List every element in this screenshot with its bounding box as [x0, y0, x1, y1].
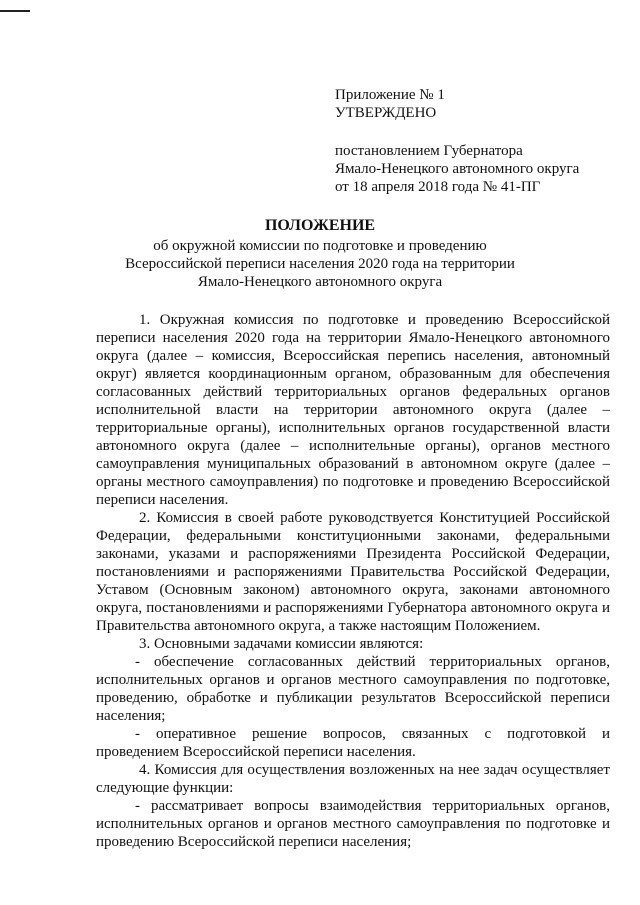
paragraph-2: 2. Комиссия в своей работе руководствуется Конституцией Российской Федерации, федеральными конституционными законами, федеральными законами, указами и распоряжениями Президента Российской Федерации, постановлениями и распоряжениями Правительства Российской Федерации, Уставом (Основным законом) автономного округа, законами автономного округа, постановлениями и распоряжениями Губернатора автономного округа и Правительства автономного округа, а также настоящим Положением.	[96, 510, 610, 634]
document-title: ПОЛОЖЕНИЕ	[264, 217, 376, 234]
document-title-block	[0, 217, 640, 291]
paragraph-4: 4. Комиссия для осуществления возложенных на нее задач осуществляет следующие функции:	[96, 762, 610, 796]
document-body	[96, 311, 610, 851]
paragraph-1: 1. Окружная комиссия по подготовке и проведению Всероссийской переписи населения 2020 года на территории Ямало-Ненецкого автономного округа (далее – комиссия, Всероссийская перепись населения, автономный округ) является координационным органом, образованным для обеспечения согласованных действий территориальных органов федеральных органов исполнительной власти на территории автономного округа (далее – территориальные органы), исполнительных органов государственной власти автономного округа (далее – исполнительные органы), органов местного самоуправления муниципальных образований в автономном округе (далее – органы местного самоуправления) по подготовке и проведению Всероссийской переписи населения.	[96, 312, 610, 508]
list-item: - оперативное решение вопросов, связанных с подготовкой и проведением Всероссийской переписи населения.	[96, 726, 610, 760]
document-subtitle: Всероссийской переписи населения 2020 года на территории	[125, 256, 515, 272]
appendix-label: Приложение № 1	[335, 87, 445, 103]
document-subtitle: Ямало-Ненецкого автономного округа	[197, 274, 443, 290]
decree-line: постановлением Губернатора	[335, 143, 523, 159]
list-item: - рассматривает вопросы взаимодействия территориальных органов, исполнительных органов и органов местного самоуправления по подготовке и проведению Всероссийской переписи населения;	[96, 798, 610, 850]
approval-header	[335, 86, 635, 196]
document-subtitle: об окружной комиссии по подготовке и проведению	[153, 238, 487, 254]
paragraph-3: 3. Основными задачами комиссии являются:	[139, 636, 424, 652]
list-item: - обеспечение согласованных действий территориальных органов, исполнительных органов и органов местного самоуправления по подготовке, проведению, обработке и публикации результатов Всероссийской переписи населения;	[96, 654, 610, 724]
scan-edge-mark	[0, 10, 30, 12]
decree-line: Ямало-Ненецкого автономного округа	[335, 161, 580, 177]
decree-line: от 18 апреля 2018 года № 41-ПГ	[335, 179, 541, 195]
approved-label: УТВЕРЖДЕНО	[335, 105, 437, 121]
